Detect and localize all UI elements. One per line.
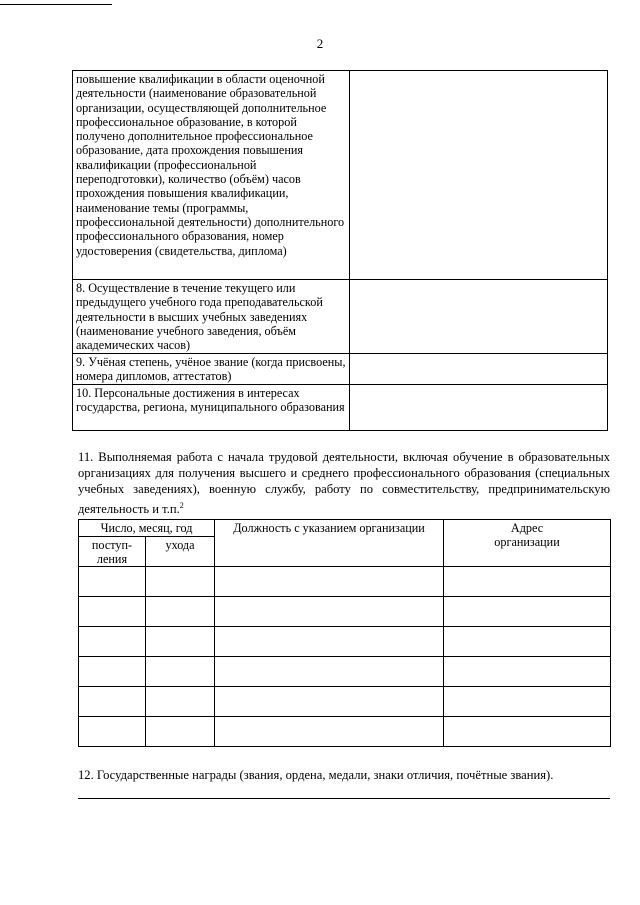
address-cell[interactable]: [444, 567, 611, 597]
table-row: [79, 597, 611, 627]
question-label: 9. Учёная степень, учёное звание (когда присвоены, номера дипломов, аттестатов): [73, 354, 350, 385]
address-cell[interactable]: [444, 657, 611, 687]
end-cell[interactable]: [146, 597, 215, 627]
question-row: [73, 354, 608, 385]
start-header: поступ-ления: [79, 537, 146, 567]
end-header: ухода: [146, 537, 215, 567]
end-cell[interactable]: [146, 687, 215, 717]
table-row: [79, 627, 611, 657]
address-cell[interactable]: [444, 627, 611, 657]
questionnaire-table: [72, 70, 608, 431]
question-row: [73, 385, 608, 431]
question-row: [73, 71, 608, 280]
address-cell[interactable]: [444, 687, 611, 717]
question-label: 10. Персональные достижения в интересах государства, региона, муниципального образования: [73, 385, 350, 431]
position-cell[interactable]: [215, 567, 444, 597]
section-12-text: 12. Государственные награды (звания, ордена, медали, знаки отличия, почётные звания).: [78, 768, 554, 782]
answer-cell[interactable]: [350, 385, 608, 431]
question-row: [73, 280, 608, 354]
address-header: Адрес организации: [444, 520, 611, 567]
table-row: [79, 687, 611, 717]
question-label: 8. Осуществление в течение текущего или предыдущего учебного года преподавательской деятельности в высших учебных заведениях (наименование учебного заведения, объём академических часов): [73, 280, 350, 354]
position-cell[interactable]: [215, 687, 444, 717]
end-cell[interactable]: [146, 657, 215, 687]
end-cell[interactable]: [146, 627, 215, 657]
top-rule: [0, 4, 112, 5]
position-cell[interactable]: [215, 597, 444, 627]
position-header: Должность с указанием организации: [215, 520, 444, 567]
position-cell[interactable]: [215, 717, 444, 747]
footnote-mark: 2: [179, 500, 184, 510]
start-cell[interactable]: [79, 597, 146, 627]
table-row: [79, 567, 611, 597]
position-cell[interactable]: [215, 627, 444, 657]
table-row: [79, 717, 611, 747]
start-cell[interactable]: [79, 657, 146, 687]
address-cell[interactable]: [444, 717, 611, 747]
page-number: 2: [316, 36, 324, 51]
start-cell[interactable]: [79, 567, 146, 597]
answer-cell[interactable]: [350, 71, 608, 280]
end-cell[interactable]: [146, 717, 215, 747]
address-cell[interactable]: [444, 597, 611, 627]
answer-line[interactable]: [78, 798, 610, 799]
end-cell[interactable]: [146, 567, 215, 597]
start-cell[interactable]: [79, 627, 146, 657]
answer-cell[interactable]: [350, 280, 608, 354]
section-11-text: 11. Выполняемая работа с начала трудовой деятельности, включая обучение в образовательных организациях для получения высшего и среднего профессионального образования (специальных учебных заведениях), военную службу, работу по совместительству, предпринимательскую деятельность и т.п.$^2$: [78, 450, 610, 516]
header-row: [79, 520, 611, 537]
answer-cell[interactable]: [350, 354, 608, 385]
date-header: Число, месяц, год: [79, 520, 215, 537]
start-cell[interactable]: [79, 717, 146, 747]
start-cell[interactable]: [79, 687, 146, 717]
question-label: повышение квалификации в области оценочной деятельности (наименование образовательной организации, осуществляющей дополнительное профессиональное образование, в которой получено дополнительное профессиональное образование, дата прохождения повышения квалификации (профессиональной переподготовки), количество (объём) часов прохождения повышения квалификации, наименование темы (программы, профессиональной деятельности) дополнительного профессионального образования, номер удостоверения (свидетельства, диплома): [73, 71, 350, 280]
work-history-table: [78, 519, 611, 747]
table-row: [79, 657, 611, 687]
position-cell[interactable]: [215, 657, 444, 687]
